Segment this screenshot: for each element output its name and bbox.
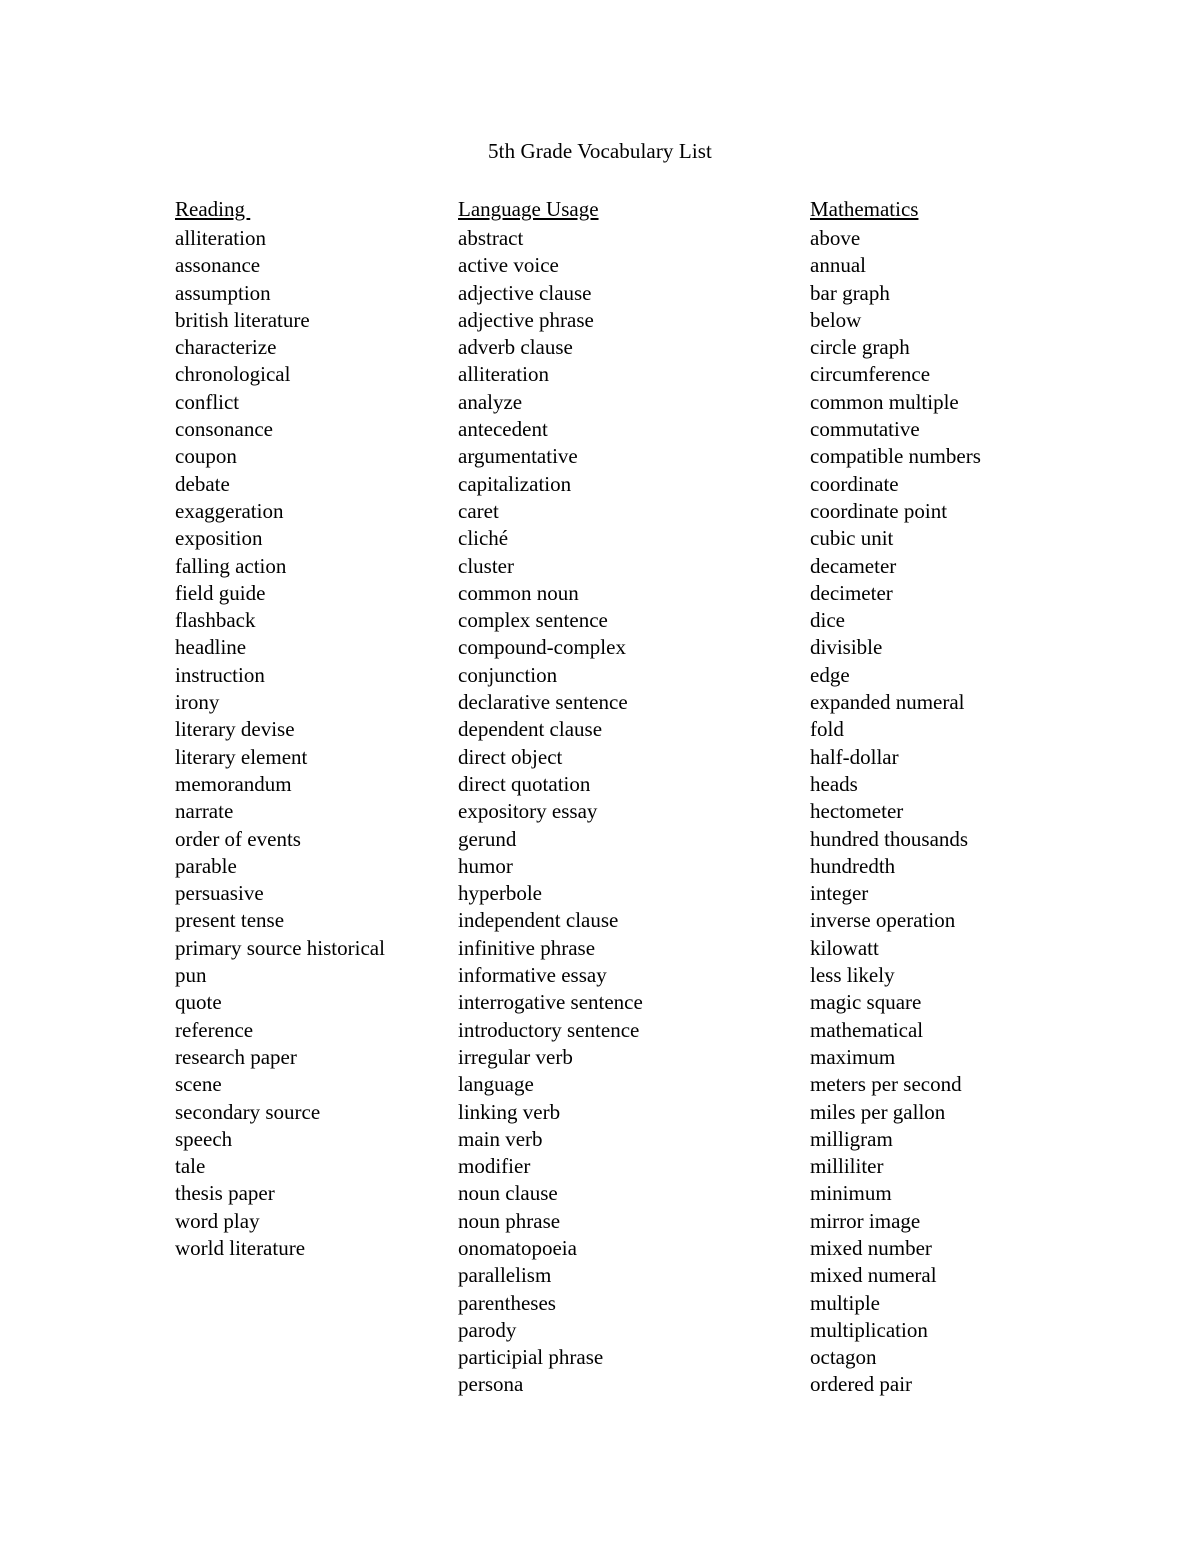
- list-item: noun phrase: [458, 1208, 561, 1233]
- list-item: edge: [810, 662, 850, 687]
- list-item: assonance: [175, 253, 261, 278]
- column-heading-mathematics: Mathematics: [810, 197, 919, 221]
- list-item: main verb: [458, 1126, 543, 1151]
- list-item: mixed number: [810, 1235, 932, 1260]
- list-item: common multiple: [810, 389, 959, 414]
- list-item: pun: [175, 963, 207, 988]
- list-item: parentheses: [458, 1290, 556, 1315]
- list-item: hundred thousands: [810, 826, 969, 851]
- list-item: humor: [458, 853, 513, 878]
- list-item: quote: [175, 990, 222, 1015]
- list-item: adverb clause: [458, 335, 573, 360]
- list-item: irregular verb: [458, 1044, 573, 1069]
- list-item: magic square: [810, 990, 922, 1015]
- list-item: hectometer: [810, 799, 904, 824]
- list-item: fold: [810, 717, 844, 742]
- list-item: half-dollar: [810, 744, 899, 769]
- list-item: present tense: [175, 908, 285, 933]
- list-item: persuasive: [175, 881, 264, 906]
- list-item: reference: [175, 1017, 254, 1042]
- list-item: noun clause: [458, 1181, 558, 1206]
- list-item: expository essay: [458, 799, 598, 824]
- list-item: gerund: [458, 826, 517, 851]
- list-item: hyperbole: [458, 881, 542, 906]
- list-item: miles per gallon: [810, 1099, 946, 1124]
- list-item: irony: [175, 690, 220, 715]
- list-item: adjective phrase: [458, 307, 594, 332]
- list-item: consonance: [175, 417, 273, 442]
- list-item: common noun: [458, 580, 579, 605]
- list-item: onomatopoeia: [458, 1235, 577, 1260]
- list-item: octagon: [810, 1345, 877, 1370]
- list-item: secondary source: [175, 1099, 321, 1124]
- column-heading-language-usage: Language Usage: [458, 197, 599, 221]
- list-item: introductory sentence: [458, 1017, 640, 1042]
- list-item: scene: [175, 1072, 222, 1097]
- list-item: argumentative: [458, 444, 578, 469]
- list-item: direct object: [458, 744, 563, 769]
- list-item: instruction: [175, 662, 265, 687]
- list-item: active voice: [458, 253, 559, 278]
- list-item: language: [458, 1072, 534, 1097]
- list-item: conjunction: [458, 662, 558, 687]
- list-item: bar graph: [810, 280, 890, 305]
- list-item: informative essay: [458, 963, 607, 988]
- list-item: analyze: [458, 389, 523, 414]
- list-item: flashback: [175, 608, 256, 633]
- list-item: mathematical: [810, 1017, 924, 1042]
- list-item: complex sentence: [458, 608, 608, 633]
- term-list-mathematics: [810, 225, 1135, 1399]
- list-item: primary source historical: [175, 935, 385, 960]
- list-item: maximum: [810, 1044, 896, 1069]
- list-item: minimum: [810, 1181, 892, 1206]
- list-item: tale: [175, 1154, 206, 1179]
- list-item: commutative: [810, 417, 920, 442]
- list-item: field guide: [175, 580, 266, 605]
- list-item: alliteration: [175, 226, 266, 250]
- list-item: characterize: [175, 335, 277, 360]
- list-item: ordered pair: [810, 1372, 913, 1397]
- list-item: decimeter: [810, 580, 893, 605]
- list-item: assumption: [175, 280, 271, 305]
- list-item: antecedent: [458, 417, 548, 442]
- list-item: hundredth: [810, 853, 896, 878]
- list-item: above: [810, 226, 861, 250]
- list-item: research paper: [175, 1044, 297, 1069]
- column-language-usage: [458, 196, 810, 1399]
- list-item: falling action: [175, 553, 287, 578]
- list-item: integer: [810, 881, 869, 906]
- list-item: milligram: [810, 1126, 893, 1151]
- list-item: dice: [810, 608, 845, 633]
- list-item: persona: [458, 1372, 524, 1397]
- list-item: chronological: [175, 362, 291, 387]
- list-item: cliché: [458, 526, 509, 551]
- list-item: speech: [175, 1126, 233, 1151]
- column-mathematics: [810, 196, 1135, 1399]
- list-item: infinitive phrase: [458, 935, 596, 960]
- list-item: order of events: [175, 826, 301, 851]
- list-item: below: [810, 307, 862, 332]
- list-item: multiplication: [810, 1317, 928, 1342]
- list-item: capitalization: [458, 471, 572, 496]
- list-item: thesis paper: [175, 1181, 275, 1206]
- list-item: circumference: [810, 362, 931, 387]
- list-item: headline: [175, 635, 247, 660]
- list-item: alliteration: [458, 362, 549, 387]
- list-item: annual: [810, 253, 866, 278]
- list-item: declarative sentence: [458, 690, 628, 715]
- list-item: inverse operation: [810, 908, 956, 933]
- list-item: meters per second: [810, 1072, 962, 1097]
- list-item: exposition: [175, 526, 263, 551]
- list-item: coordinate point: [810, 498, 948, 523]
- vocabulary-columns: [175, 196, 1135, 1399]
- list-item: debate: [175, 471, 230, 496]
- list-item: coordinate: [810, 471, 899, 496]
- list-item: cluster: [458, 553, 514, 578]
- list-item: parallelism: [458, 1263, 552, 1288]
- list-item: linking verb: [458, 1099, 561, 1124]
- list-item: british literature: [175, 307, 310, 332]
- list-item: world literature: [175, 1235, 306, 1260]
- list-item: mixed numeral: [810, 1263, 937, 1288]
- list-item: exaggeration: [175, 498, 284, 523]
- column-heading-reading: Reading: [175, 197, 251, 221]
- list-item: participial phrase: [458, 1345, 604, 1370]
- list-item: parable: [175, 853, 237, 878]
- list-item: kilowatt: [810, 935, 879, 960]
- list-item: modifier: [458, 1154, 531, 1179]
- list-item: circle graph: [810, 335, 910, 360]
- list-item: parody: [458, 1317, 517, 1342]
- list-item: direct quotation: [458, 771, 591, 796]
- list-item: literary element: [175, 744, 308, 769]
- list-item: decameter: [810, 553, 897, 578]
- list-item: compatible numbers: [810, 444, 981, 469]
- list-item: abstract: [458, 226, 524, 250]
- list-item: caret: [458, 498, 499, 523]
- list-item: mirror image: [810, 1208, 921, 1233]
- list-item: literary devise: [175, 717, 295, 742]
- list-item: independent clause: [458, 908, 619, 933]
- list-item: less likely: [810, 963, 895, 988]
- list-item: multiple: [810, 1290, 880, 1315]
- column-reading: [175, 196, 458, 1262]
- list-item: conflict: [175, 389, 240, 414]
- list-item: expanded numeral: [810, 690, 965, 715]
- list-item: adjective clause: [458, 280, 592, 305]
- page-title: 5th Grade Vocabulary List: [488, 139, 712, 163]
- list-item: coupon: [175, 444, 237, 469]
- list-item: cubic unit: [810, 526, 894, 551]
- list-item: dependent clause: [458, 717, 603, 742]
- list-item: memorandum: [175, 771, 292, 796]
- list-item: milliliter: [810, 1154, 884, 1179]
- term-list-language-usage: [458, 225, 810, 1399]
- list-item: narrate: [175, 799, 234, 824]
- list-item: divisible: [810, 635, 883, 660]
- list-item: interrogative sentence: [458, 990, 643, 1015]
- list-item: word play: [175, 1208, 260, 1233]
- list-item: heads: [810, 771, 858, 796]
- term-list-reading: [175, 225, 458, 1262]
- list-item: compound-complex: [458, 635, 626, 660]
